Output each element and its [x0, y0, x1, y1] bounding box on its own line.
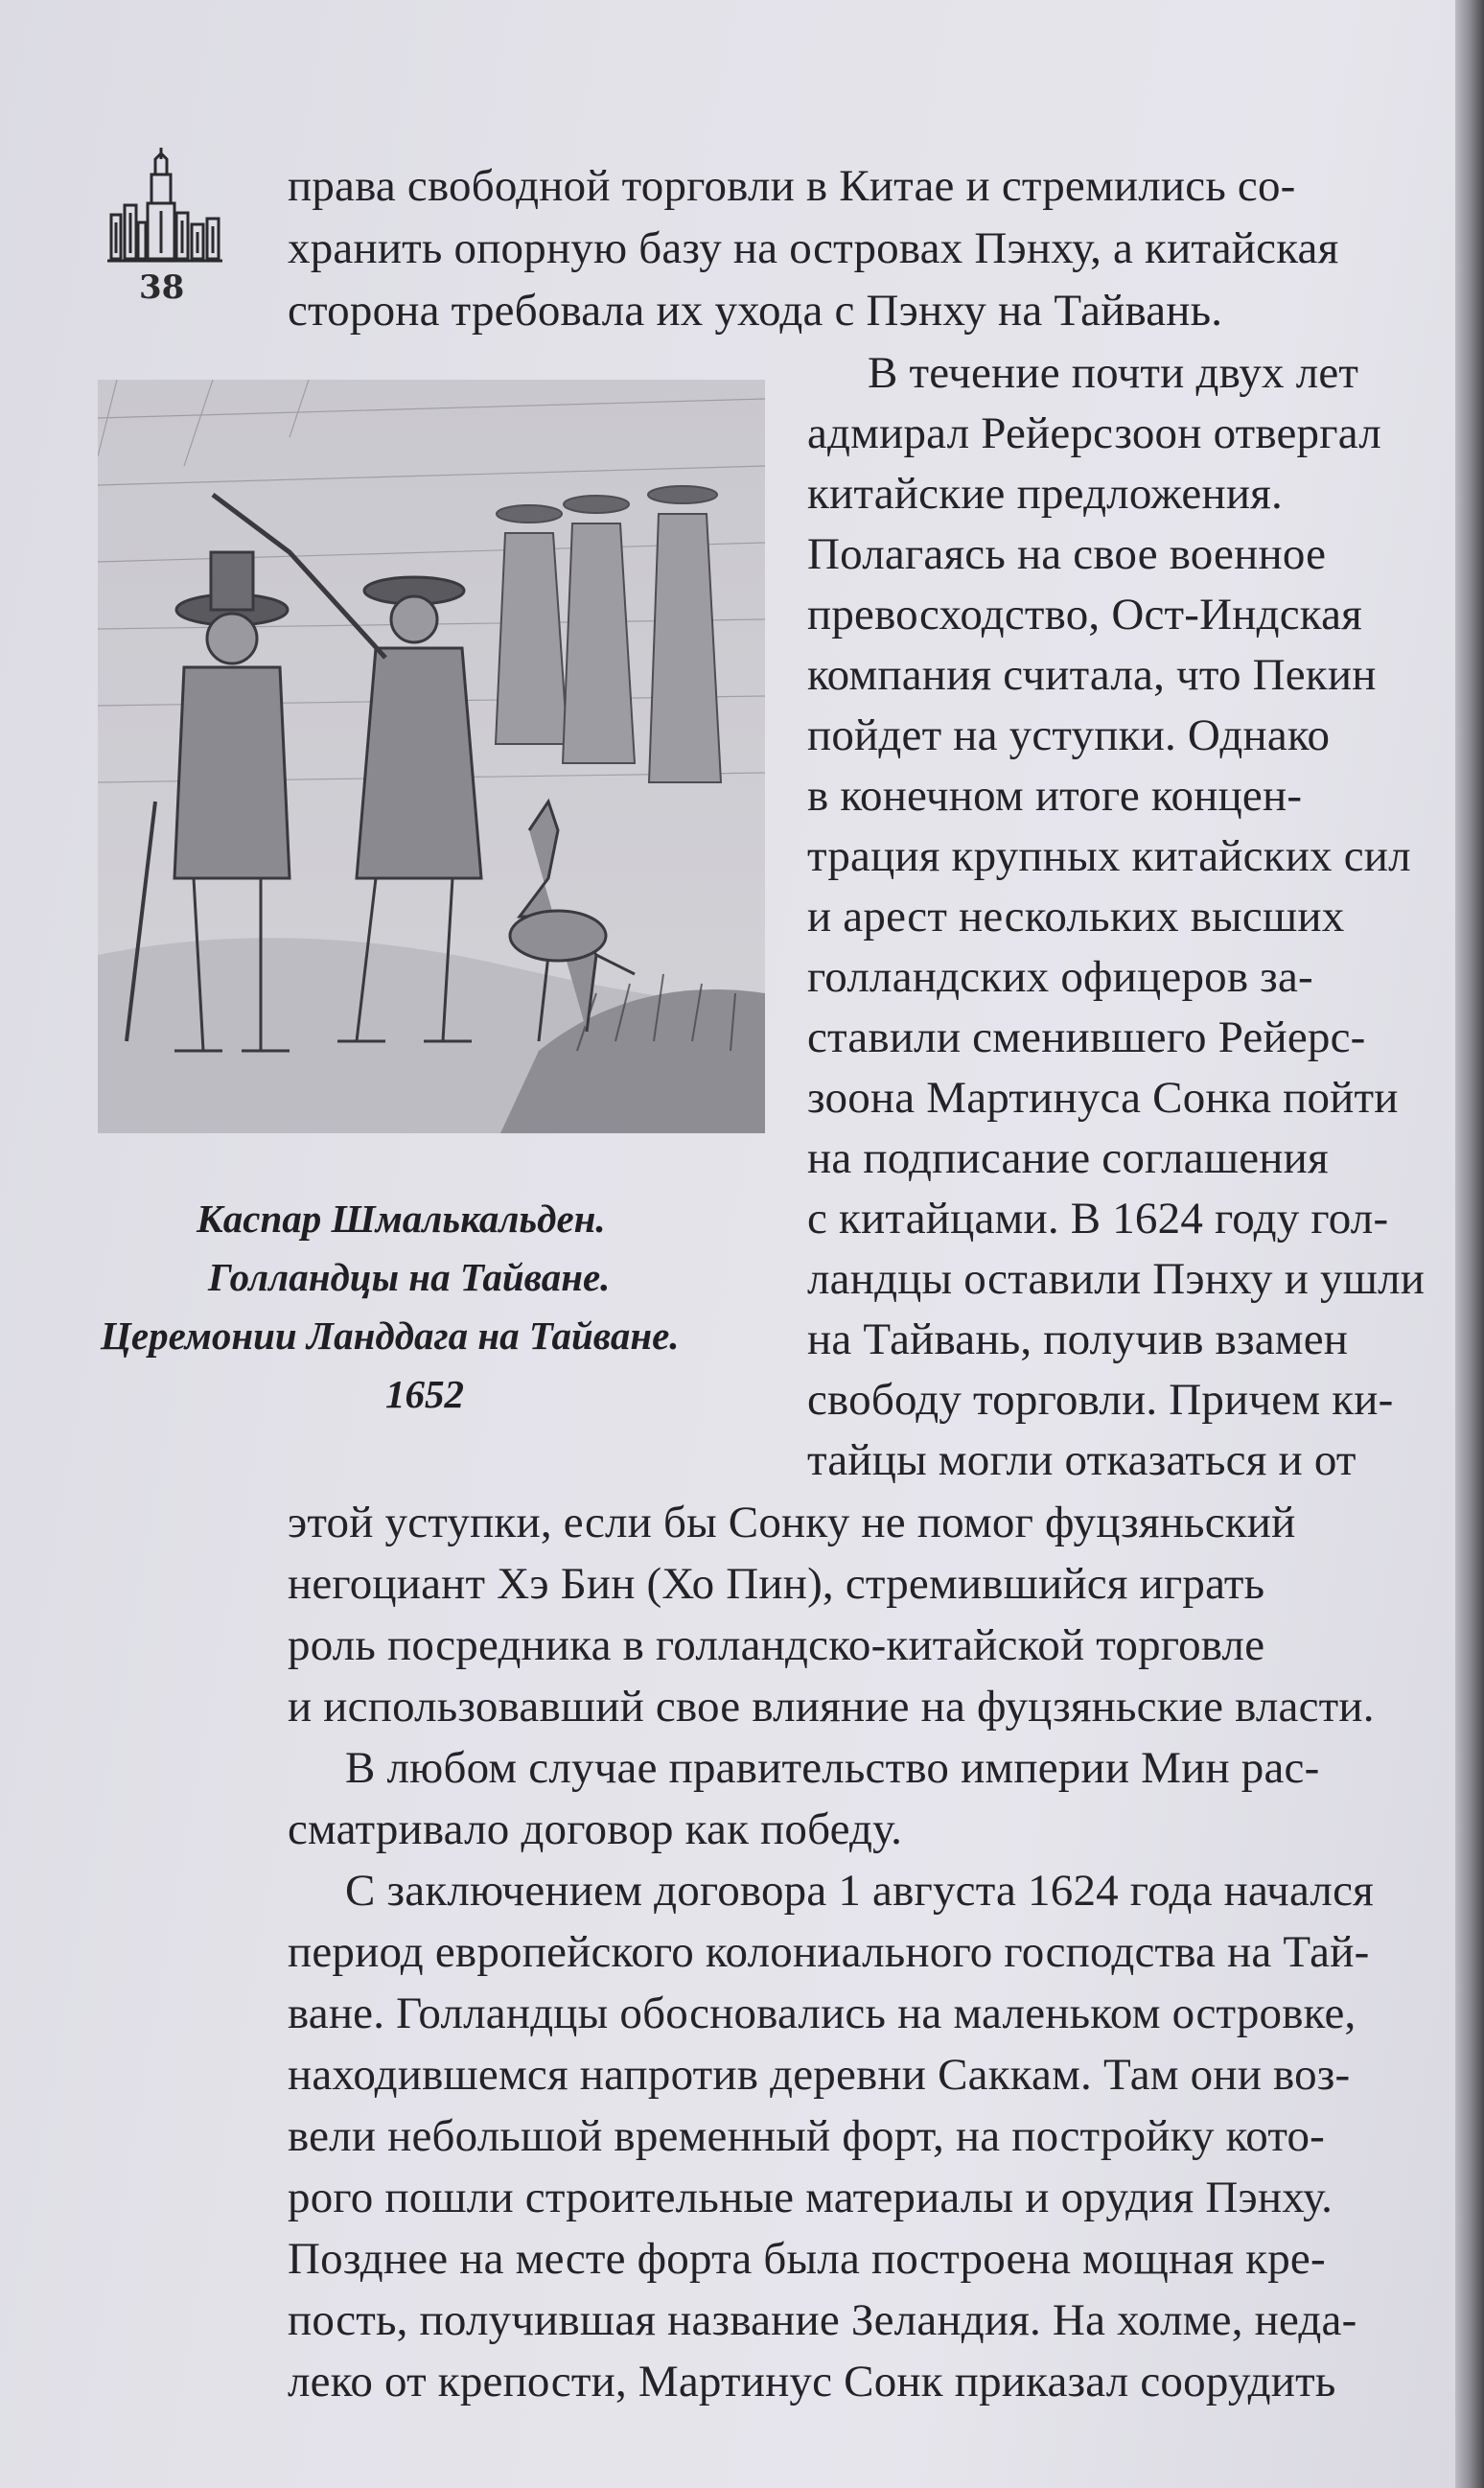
caption-line-4: 1652 — [385, 1372, 464, 1416]
text-right-line-7: пойдет на уступки. Однако — [807, 710, 1331, 760]
text-right-line-3: китайские предложения. — [807, 469, 1283, 519]
text-right-line-11: голландских офицеров за- — [807, 952, 1313, 1002]
page-edge-shadow — [1455, 0, 1484, 2488]
text-right-line-8: в конечном итоге концен- — [807, 771, 1303, 821]
text-right-line-13: зоона Мартинуса Сонка пойти — [807, 1073, 1399, 1123]
text-right-line-14: на подписание соглашения — [807, 1133, 1329, 1183]
caption-line-1: Каспар Шмалькальден. — [197, 1197, 606, 1241]
text-right-line-5: превосходство, Ост-Индская — [807, 590, 1362, 639]
text-right-line-19: тайцы могли отказаться и от — [807, 1435, 1356, 1485]
text-bottom-line-11: вели небольшой временный форт, на постройку кото- — [288, 2111, 1326, 2161]
text-bottom-line-12: рого пошли строительные материалы и орудия Пэнху. — [288, 2173, 1333, 2222]
page-number: 38 — [139, 268, 185, 307]
text-bottom-line-6: сматривало договор как победу. — [288, 1804, 903, 1854]
text-bottom-line-8: период европейского колониального господства на Тай- — [288, 1927, 1370, 1977]
text-top-line-2: хранить опорную базу на островах Пэнху, а китайская — [288, 223, 1339, 273]
city-skyline-icon — [107, 146, 222, 263]
text-top-line-3: сторона требовала их ухода с Пэнху на Тайвань. — [288, 286, 1223, 336]
text-bottom-line-3: роль посредника в голландско-китайской торговле — [288, 1620, 1265, 1670]
text-right-line-18: свободу торговли. Причем ки- — [807, 1375, 1394, 1425]
text-bottom-line-7: С заключением договора 1 августа 1624 года начался — [345, 1866, 1374, 1916]
text-bottom-line-9: ване. Голландцы обосновались на маленьком островке, — [288, 1988, 1356, 2038]
text-right-line-1: В течение почти двух лет — [868, 348, 1359, 398]
text-right-line-9: трация крупных китайских сил — [807, 831, 1411, 881]
caption-line-2: Голландцы на Тайване. — [208, 1255, 611, 1299]
text-right-line-15: с китайцами. В 1624 году гол- — [807, 1194, 1389, 1244]
text-right-line-17: на Тайвань, получив взамен — [807, 1314, 1349, 1364]
text-bottom-line-13: Позднее на месте форта была построена мощная кре- — [288, 2234, 1326, 2284]
text-right-line-4: Полагаясь на свое военное — [807, 529, 1327, 579]
text-bottom-line-10: находившемся напротив деревни Саккам. Там они воз- — [288, 2050, 1351, 2100]
text-top-line-1: права свободной торговли в Китае и стремились со- — [288, 161, 1296, 211]
text-right-line-6: компания считала, что Пекин — [807, 650, 1377, 700]
text-bottom-line-4: и использовавший свое влияние на фуцзяньские власти. — [288, 1682, 1375, 1732]
text-right-line-2: адмирал Рейерсзоон отвергал — [807, 408, 1381, 458]
text-right-line-10: и арест нескольких высших — [807, 892, 1345, 942]
text-bottom-line-5: В любом случае правительство империи Мин рас- — [345, 1743, 1320, 1793]
caption-line-3: Церемонии Ланддага на Тайване. — [101, 1314, 680, 1358]
text-bottom-line-15: леко от крепости, Мартинус Сонк приказал соорудить — [288, 2357, 1336, 2407]
text-bottom-line-14: пость, получившая название Зеландия. На холме, неда- — [288, 2295, 1357, 2345]
illustration-sketch — [98, 380, 765, 1133]
text-bottom-line-1: этой уступки, если бы Сонку не помог фуцзяньский — [288, 1498, 1296, 1547]
text-bottom-line-2: негоциант Хэ Бин (Хо Пин), стремившийся играть — [288, 1559, 1265, 1609]
text-right-line-12: ставили сменившего Рейерс- — [807, 1012, 1366, 1062]
text-right-line-16: ландцы оставили Пэнху и ушли — [807, 1254, 1426, 1304]
